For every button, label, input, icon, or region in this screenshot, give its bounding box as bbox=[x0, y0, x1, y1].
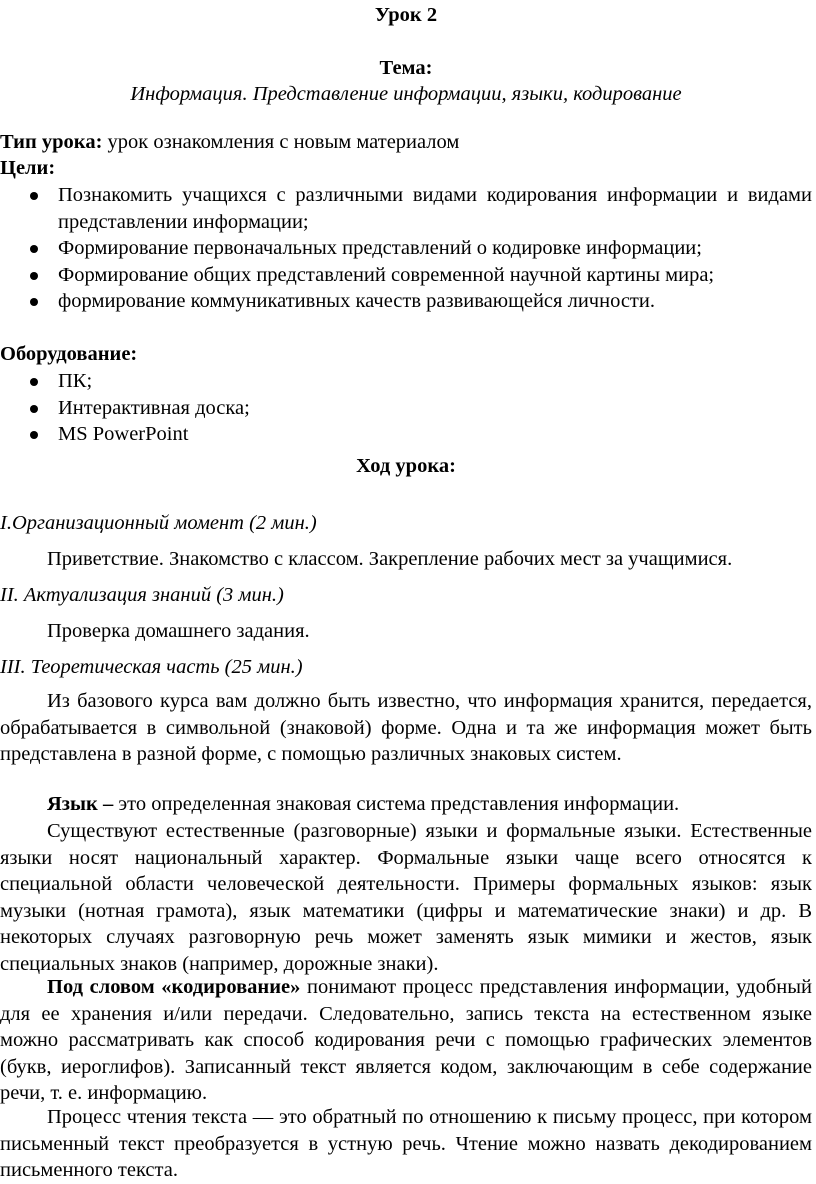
definition-text: понимают процесс представления информации, удобный для ее хранения и/или передачи. Следовательно, запись текста на естественном языке можно рассматривать как способ кодирования речи с помощью графических элементов (букв, иероглифов). Записанный текст является кодом, заключающим в себе содержание речи, т. е. информацию. bbox=[0, 976, 813, 1104]
definition-text: это определенная знаковая система представления информации. bbox=[113, 793, 680, 815]
equipment-text: ПК; bbox=[58, 370, 93, 392]
equipment-label: Оборудование: bbox=[0, 343, 138, 365]
list-item bbox=[0, 368, 812, 395]
list-item bbox=[0, 288, 812, 315]
section-heading: I.Организационный момент (2 мин.) bbox=[0, 512, 317, 534]
list-item bbox=[0, 395, 812, 422]
bullet-icon bbox=[30, 192, 38, 200]
equipment-list bbox=[0, 368, 812, 448]
lesson-type-value: урок ознакомления с новым материалом bbox=[102, 131, 460, 153]
goal-text: Формирование общих представлений современной научной картины мира; bbox=[58, 263, 715, 286]
bullet-icon bbox=[30, 245, 38, 253]
bullet-icon bbox=[30, 298, 38, 306]
list-item bbox=[0, 421, 812, 448]
bullet-icon bbox=[30, 431, 38, 439]
term-language: Язык – bbox=[47, 793, 114, 815]
list-item bbox=[0, 182, 812, 235]
section-text: Приветствие. Знакомство с классом. Закрепление рабочих мест за учащимися. bbox=[47, 548, 733, 570]
lesson-type-label: Тип урока: bbox=[0, 131, 103, 153]
goals-list bbox=[0, 182, 812, 315]
theory-paragraph bbox=[0, 974, 812, 1107]
equipment-text: MS PowerPoint bbox=[58, 423, 189, 445]
list-item bbox=[0, 262, 812, 289]
theory-paragraph bbox=[0, 791, 812, 818]
theory-paragraph: Процесс чтения текста — это обратный по отношению к письму процесс, при котором письменный текст преобразуется в устную речь. Чтение можно назвать декодированием письменного текста. bbox=[0, 1106, 812, 1181]
equipment-text: Интерактивная доска; bbox=[58, 396, 250, 419]
topic-label: Тема: bbox=[379, 57, 433, 79]
section-heading: III. Теоретическая часть (25 мин.) bbox=[0, 656, 303, 678]
goal-text: формирование коммуникативных качеств развивающейся личности. bbox=[58, 290, 655, 312]
term-coding: Под словом «кодирование» bbox=[47, 976, 301, 998]
bullet-icon bbox=[30, 378, 38, 386]
goal-text: Познакомить учащихся с различными видами кодирования информации и видами представлении информации; bbox=[58, 184, 812, 233]
goal-text: Формирование первоначальных представлений о кодировке информации; bbox=[58, 237, 702, 259]
bullet-icon bbox=[30, 272, 38, 280]
course-title: Ход урока: bbox=[356, 455, 456, 477]
theory-paragraph: Из базового курса вам должно быть известно, что информация хранится, передается, обрабатывается в символьной (знаковой) форме. Одна и та же информация может быть представлена в разной форме, с помощью различных знаковых систем. bbox=[0, 690, 812, 765]
bullet-icon bbox=[30, 405, 38, 413]
goals-label: Цели: bbox=[0, 157, 56, 179]
theory-paragraph: Существуют естественные (разговорные) языки и формальные языки. Естественные языки носят национальный характер. Формальные языки чаще всего относятся к специальной области человеческой деятельности. Примеры формальных языков: язык музыки (нотная грамота), язык математики (цифры и математические знаки) и др. В некоторых случаях разговорную речь может заменять язык мимики и жестов, язык специальных знаков (например, дорожные знаки). bbox=[0, 820, 812, 975]
section-text: Проверка домашнего задания. bbox=[47, 620, 310, 642]
lesson-title: Урок 2 bbox=[374, 4, 438, 26]
lesson-type bbox=[0, 129, 812, 156]
list-item bbox=[0, 235, 812, 262]
topic-text: Информация. Представление информации, языки, кодирование bbox=[130, 83, 682, 105]
section-heading: II. Актуализация знаний (3 мин.) bbox=[0, 584, 284, 606]
